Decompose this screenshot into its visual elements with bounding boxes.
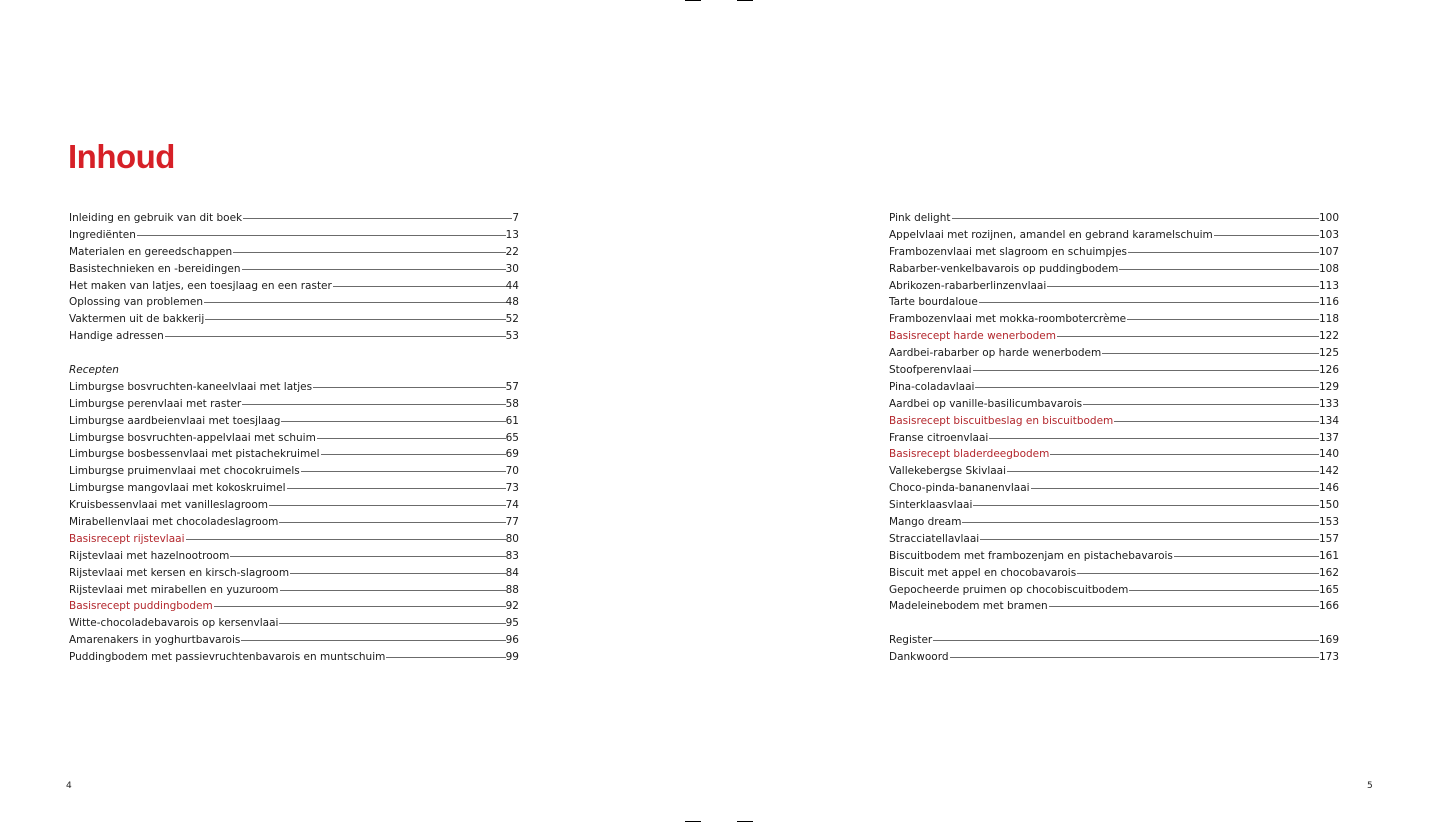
toc-entry-title: Stoofperenvlaai xyxy=(889,364,972,377)
toc-entry xyxy=(69,582,519,599)
dot-leader xyxy=(242,269,506,270)
dot-leader xyxy=(1114,421,1319,422)
toc-entry-page: 166 xyxy=(1318,600,1339,613)
toc-entry xyxy=(889,649,1339,666)
toc-entry xyxy=(889,565,1339,582)
page-number-left: 4 xyxy=(66,781,72,791)
dot-leader xyxy=(1127,319,1319,320)
toc-entry xyxy=(889,362,1339,379)
dot-leader xyxy=(313,387,506,388)
toc-entry-page: 44 xyxy=(505,279,519,292)
toc-entry-title: Frambozenvlaai met mokka-roombotercrème xyxy=(889,313,1127,326)
toc-entry-page: 133 xyxy=(1318,397,1339,410)
toc-entry-page: 30 xyxy=(505,262,519,275)
dot-leader xyxy=(205,319,505,320)
toc-entry-title: Inleiding en gebruik van dit boek xyxy=(69,212,243,224)
dot-leader xyxy=(975,387,1318,388)
crop-mark xyxy=(685,0,701,1)
toc-entry-page: 146 xyxy=(1318,482,1339,495)
toc-entry-page: 137 xyxy=(1318,431,1339,444)
toc-entry-title: Sinterklaasvlaai xyxy=(889,499,973,512)
toc-entry-page: 100 xyxy=(1318,212,1339,224)
toc-entry xyxy=(69,396,519,413)
toc-right-column xyxy=(889,210,1339,666)
toc-entry-page: 80 xyxy=(505,532,519,545)
toc-entry-page: 70 xyxy=(505,465,519,478)
dot-leader xyxy=(333,286,506,287)
toc-entry-title: Biscuit met appel en chocobavarois xyxy=(889,566,1077,579)
toc-closing-list xyxy=(889,632,1339,666)
toc-entry xyxy=(889,311,1339,328)
dot-leader xyxy=(269,505,506,506)
toc-entry-page: 118 xyxy=(1318,313,1339,326)
toc-entry-title: Pina-coladavlaai xyxy=(889,380,975,393)
toc-entry-page: 96 xyxy=(505,634,519,647)
toc-entry-title: Limburgse bosvruchten-appelvlaai met schuim xyxy=(69,431,316,444)
toc-entry-page: 116 xyxy=(1318,296,1339,309)
toc-entry-title: Dankwoord xyxy=(889,651,949,664)
toc-entry-page: 108 xyxy=(1318,262,1339,275)
dot-leader xyxy=(1174,556,1319,557)
toc-entry-title: Puddingbodem met passievruchtenbavarois en muntschuim xyxy=(69,651,386,664)
toc-entry-title: Limburgse perenvlaai met raster xyxy=(69,397,242,410)
dot-leader xyxy=(386,657,505,658)
dot-leader xyxy=(962,522,1319,523)
toc-entry-title: Ingrediënten xyxy=(69,228,136,241)
dot-leader xyxy=(973,370,1319,371)
toc-entry-page: 162 xyxy=(1318,566,1339,579)
dot-leader xyxy=(1102,353,1319,354)
toc-entry xyxy=(69,430,519,447)
toc-entry-title: Aardbei op vanille-basilicumbavarois xyxy=(889,397,1083,410)
toc-entry-title: Basistechnieken en -bereidingen xyxy=(69,262,241,275)
toc-entry-page: 165 xyxy=(1318,583,1339,596)
toc-entry-page: 13 xyxy=(505,228,519,241)
dot-leader xyxy=(290,573,506,574)
toc-entry-title: Pink delight xyxy=(889,212,951,224)
dot-leader xyxy=(950,657,1319,658)
dot-leader xyxy=(1083,404,1319,405)
toc-entry xyxy=(69,261,519,278)
dot-leader xyxy=(933,640,1319,641)
toc-entry xyxy=(69,379,519,396)
dot-leader xyxy=(242,404,505,405)
toc-entry xyxy=(889,480,1339,497)
crop-mark xyxy=(737,821,753,822)
toc-entry-page: 22 xyxy=(505,245,519,258)
toc-entry-title: Basisrecept harde wenerbodem xyxy=(889,330,1057,343)
toc-entry xyxy=(69,615,519,632)
dot-leader xyxy=(1129,590,1319,591)
dot-leader xyxy=(979,302,1319,303)
dot-leader xyxy=(281,421,505,422)
toc-entry-title: Basisrecept biscuitbeslag en biscuitbodem xyxy=(889,414,1114,427)
toc-entry-page: 103 xyxy=(1318,228,1339,241)
toc-entry-title: Basisrecept rijstevlaai xyxy=(69,532,185,545)
toc-entry-title: Limburgse mangovlaai met kokoskruimel xyxy=(69,482,286,495)
dot-leader xyxy=(137,235,506,236)
toc-entry xyxy=(889,514,1339,531)
toc-entry-title: Aardbei-rabarber op harde wenerbodem xyxy=(889,347,1102,360)
toc-entry-title: Materialen en gereedschappen xyxy=(69,245,233,258)
toc-entry-page: 173 xyxy=(1318,651,1339,664)
toc-entry xyxy=(889,328,1339,345)
toc-entry xyxy=(69,446,519,463)
list-gap xyxy=(889,615,1339,632)
toc-entry xyxy=(889,548,1339,565)
dot-leader xyxy=(321,454,506,455)
toc-entry xyxy=(69,463,519,480)
toc-entry-title: Limburgse pruimenvlaai met chocokruimels xyxy=(69,465,300,478)
toc-entry-title: Mirabellenvlaai met chocoladeslagroom xyxy=(69,516,279,529)
toc-entry-title: Rabarber-venkelbavarois op puddingbodem xyxy=(889,262,1119,275)
toc-entry-page: 92 xyxy=(505,600,519,613)
toc-entry-page: 122 xyxy=(1318,330,1339,343)
dot-leader xyxy=(1031,488,1319,489)
section-title-recepten: Recepten xyxy=(69,364,119,377)
toc-entry xyxy=(889,294,1339,311)
toc-entry-title: Mango dream xyxy=(889,516,962,529)
toc-recipes-list-right xyxy=(889,210,1339,615)
toc-entry-title: Witte-chocoladebavarois op kersenvlaai xyxy=(69,617,279,630)
toc-entry xyxy=(889,227,1339,244)
toc-entry xyxy=(69,649,519,666)
dot-leader xyxy=(317,438,506,439)
toc-entry-title: Gepocheerde pruimen op chocobiscuitbodem xyxy=(889,583,1129,596)
toc-entry xyxy=(889,531,1339,548)
toc-entry xyxy=(69,294,519,311)
toc-entry xyxy=(889,278,1339,295)
toc-entry-page: 61 xyxy=(505,414,519,427)
toc-entry xyxy=(69,598,519,615)
crop-mark xyxy=(737,0,753,1)
toc-entry xyxy=(889,261,1339,278)
toc-entry-page: 129 xyxy=(1318,380,1339,393)
toc-entry xyxy=(889,345,1339,362)
toc-entry-page: 153 xyxy=(1318,516,1339,529)
dot-leader xyxy=(1077,573,1319,574)
toc-entry xyxy=(69,278,519,295)
toc-entry xyxy=(69,632,519,649)
toc-entry-title: Franse citroenvlaai xyxy=(889,431,989,444)
toc-entry xyxy=(889,463,1339,480)
toc-entry-title: Basisrecept puddingbodem xyxy=(69,600,213,613)
toc-entry xyxy=(69,227,519,244)
toc-entry-page: 84 xyxy=(505,566,519,579)
toc-entry-page: 52 xyxy=(505,313,519,326)
toc-left-column xyxy=(69,210,519,666)
toc-entry-title: Frambozenvlaai met slagroom en schuimpjes xyxy=(889,245,1128,258)
dot-leader xyxy=(1047,286,1319,287)
toc-entry xyxy=(889,430,1339,447)
dot-leader xyxy=(279,623,505,624)
toc-entry xyxy=(69,413,519,430)
toc-entry-page: 157 xyxy=(1318,532,1339,545)
crop-mark xyxy=(685,821,701,822)
dot-leader xyxy=(230,556,505,557)
page-title: Inhoud xyxy=(68,138,175,175)
dot-leader xyxy=(952,218,1319,219)
toc-entry-title: Choco-pinda-bananenvlaai xyxy=(889,482,1030,495)
toc-entry-title: Limburgse bosbessenvlaai met pistachekruimel xyxy=(69,448,320,461)
toc-entry-page: 88 xyxy=(505,583,519,596)
toc-entry-page: 77 xyxy=(505,516,519,529)
dot-leader xyxy=(1057,336,1319,337)
dot-leader xyxy=(1119,269,1319,270)
toc-entry-page: 142 xyxy=(1318,465,1339,478)
toc-entry-page: 107 xyxy=(1318,245,1339,258)
dot-leader xyxy=(186,539,506,540)
dot-leader xyxy=(1007,471,1319,472)
dot-leader xyxy=(1214,235,1319,236)
dot-leader xyxy=(214,606,506,607)
dot-leader xyxy=(301,471,506,472)
toc-entry-page: 48 xyxy=(505,296,519,309)
toc-entry-title: Register xyxy=(889,634,933,647)
toc-entry-page: 161 xyxy=(1318,549,1339,562)
toc-entry-page: 150 xyxy=(1318,499,1339,512)
toc-entry-page: 7 xyxy=(512,212,519,224)
toc-entry xyxy=(889,244,1339,261)
toc-entry xyxy=(69,514,519,531)
toc-entry-page: 113 xyxy=(1318,279,1339,292)
dot-leader xyxy=(280,590,506,591)
toc-entry-title: Limburgse bosvruchten-kaneelvlaai met latjes xyxy=(69,380,313,393)
toc-entry xyxy=(69,311,519,328)
toc-entry-title: Tarte bourdaloue xyxy=(889,296,978,309)
toc-entry-title: Amarenakers in yoghurtbavarois xyxy=(69,634,241,647)
toc-entry-page: 99 xyxy=(505,651,519,664)
dot-leader xyxy=(980,539,1319,540)
toc-entry xyxy=(889,210,1339,227)
toc-entry xyxy=(889,497,1339,514)
toc-entry-page: 134 xyxy=(1318,414,1339,427)
toc-entry-page: 73 xyxy=(505,482,519,495)
toc-entry-title: Basisrecept bladerdeegbodem xyxy=(889,448,1050,461)
toc-entry-title: Kruisbessenvlaai met vanilleslagroom xyxy=(69,499,268,512)
dot-leader xyxy=(973,505,1319,506)
dot-leader xyxy=(233,252,505,253)
toc-entry xyxy=(69,565,519,582)
toc-entry-title: Biscuitbodem met frambozenjam en pistachebavarois xyxy=(889,549,1173,562)
toc-entry-title: Abrikozen-rabarberlinzenvlaai xyxy=(889,279,1047,292)
toc-entry-title: Madeleinebodem met bramen xyxy=(889,600,1048,613)
toc-entry xyxy=(69,244,519,261)
toc-entry-page: 65 xyxy=(505,431,519,444)
toc-intro-list xyxy=(69,210,519,345)
toc-entry-title: Het maken van latjes, een toesjlaag en een raster xyxy=(69,279,332,292)
toc-entry xyxy=(69,210,519,227)
dot-leader xyxy=(165,336,506,337)
dot-leader xyxy=(287,488,506,489)
toc-entry-page: 95 xyxy=(505,617,519,630)
toc-entry-title: Vallekebergse Skivlaai xyxy=(889,465,1007,478)
toc-entry xyxy=(889,446,1339,463)
toc-entry xyxy=(69,480,519,497)
dot-leader xyxy=(241,640,505,641)
dot-leader xyxy=(1050,454,1319,455)
toc-entry-page: 57 xyxy=(505,380,519,393)
toc-entry-page: 58 xyxy=(505,397,519,410)
toc-entry-title: Handige adressen xyxy=(69,330,164,343)
toc-entry-title: Vaktermen uit de bakkerij xyxy=(69,313,205,326)
dot-leader xyxy=(1049,606,1319,607)
toc-entry xyxy=(889,413,1339,430)
toc-entry xyxy=(889,379,1339,396)
toc-entry xyxy=(889,582,1339,599)
toc-entry xyxy=(69,328,519,345)
toc-entry-title: Rijstevlaai met kersen en kirsch-slagroom xyxy=(69,566,290,579)
toc-entry-page: 125 xyxy=(1318,347,1339,360)
toc-entry-title: Stracciatellavlaai xyxy=(889,532,980,545)
toc-entry-title: Rijstevlaai met mirabellen en yuzuroom xyxy=(69,583,279,596)
toc-entry xyxy=(889,632,1339,649)
toc-entry-title: Appelvlaai met rozijnen, amandel en gebrand karamelschuim xyxy=(889,228,1213,241)
toc-entry-page: 83 xyxy=(505,549,519,562)
toc-entry-title: Rijstevlaai met hazelnootroom xyxy=(69,549,230,562)
toc-entry xyxy=(69,531,519,548)
dot-leader xyxy=(989,438,1319,439)
toc-entry-title: Limburgse aardbeienvlaai met toesjlaag xyxy=(69,414,281,427)
dot-leader xyxy=(243,218,512,219)
toc-entry xyxy=(889,598,1339,615)
toc-entry-page: 169 xyxy=(1318,634,1339,647)
dot-leader xyxy=(204,302,506,303)
toc-entry-page: 53 xyxy=(505,330,519,343)
toc-entry-title: Oplossing van problemen xyxy=(69,296,203,309)
toc-entry-page: 126 xyxy=(1318,364,1339,377)
toc-entry-page: 69 xyxy=(505,448,519,461)
toc-entry xyxy=(889,396,1339,413)
toc-entry xyxy=(69,548,519,565)
toc-entry-page: 140 xyxy=(1318,448,1339,461)
toc-recipes-list-left xyxy=(69,379,519,666)
toc-entry-page: 74 xyxy=(505,499,519,512)
page-number-right: 5 xyxy=(1367,781,1373,791)
dot-leader xyxy=(1128,252,1319,253)
dot-leader xyxy=(279,522,505,523)
toc-entry xyxy=(69,497,519,514)
